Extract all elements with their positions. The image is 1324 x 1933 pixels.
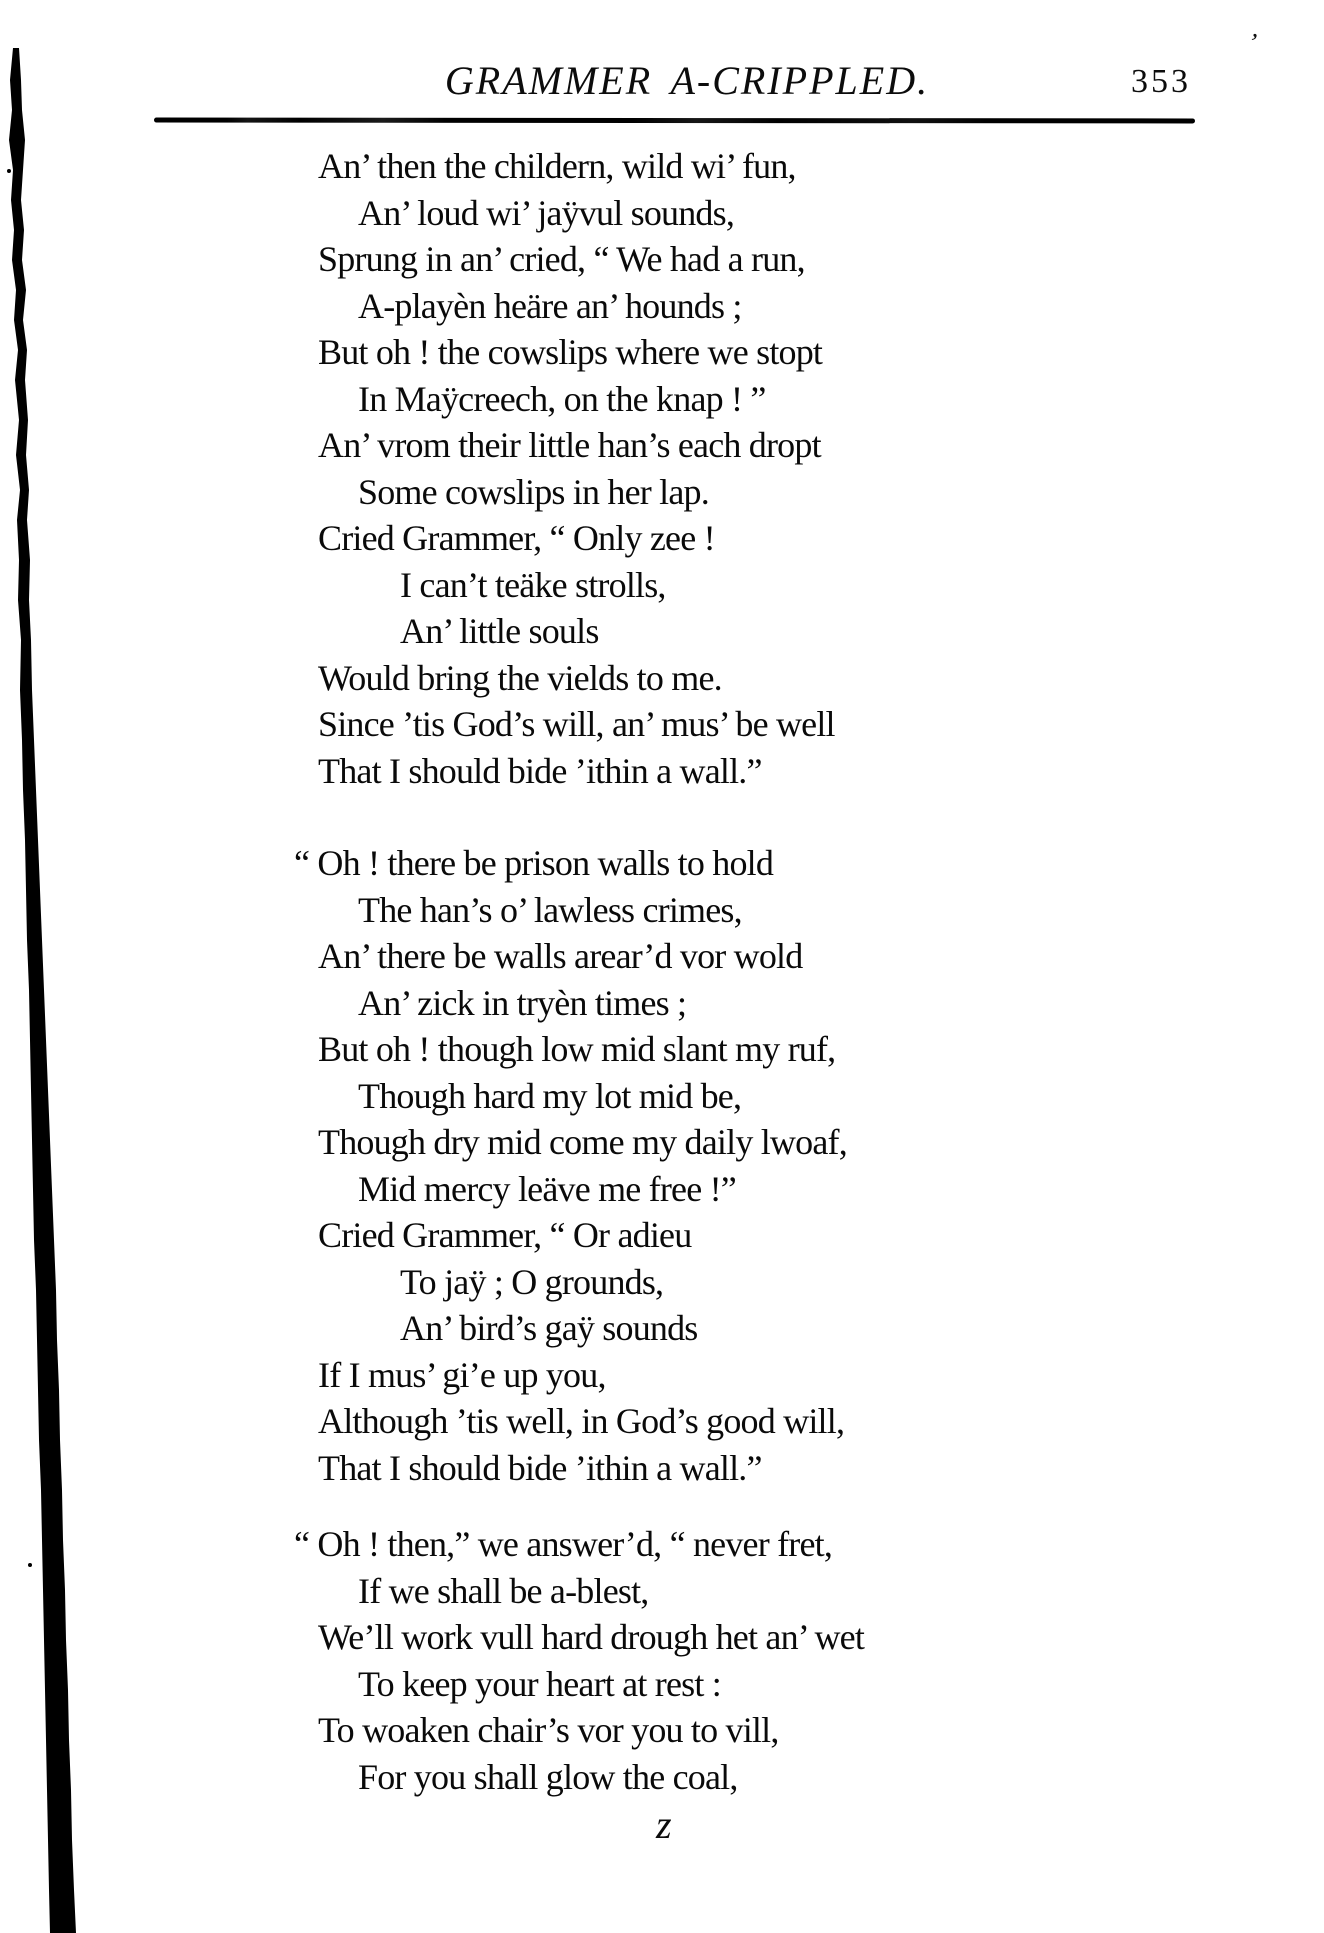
running-title: GRAMMER A-CRIPPLED.: [444, 58, 930, 103]
poem-line: If we shall be a-blest,: [358, 1570, 649, 1611]
poem-body: [294, 143, 865, 1800]
poem-line: If I mus’ gi’e up you,: [318, 1354, 606, 1395]
ink-speck: [28, 1563, 32, 1567]
poem-line: Some cowslips in her lap.: [358, 471, 709, 512]
poem-line: To woaken chair’s vor you to vill,: [318, 1710, 779, 1750]
poem-line: An’ loud wi’ jaÿvul sounds,: [358, 192, 735, 233]
stanza: [318, 143, 864, 794]
poem-line: I can’t teäke strolls,: [400, 564, 666, 605]
poem-line: Although ’tis well, in God’s good will,: [318, 1401, 845, 1441]
scan-speck-mark: ’: [1246, 27, 1261, 58]
poem-line: Since ’tis God’s will, an’ mus’ be well: [318, 704, 835, 744]
page-number: 353: [1131, 63, 1191, 100]
ink-speck: [7, 169, 11, 173]
stanza: [294, 1521, 865, 1800]
poem-line: For you shall glow the coal,: [358, 1756, 738, 1797]
poem-line: To jaÿ ; O grounds,: [400, 1261, 664, 1302]
poem-line: That I should bide ’ithin a wall.”: [318, 1447, 762, 1488]
poem-line: An’ bird’s gaÿ sounds: [400, 1308, 698, 1348]
poem-line: An’ vrom their little han’s each dropt: [318, 425, 821, 465]
printer-signature-mark: z: [656, 1802, 672, 1847]
header-rule: [154, 118, 1195, 124]
poem-line: Though hard my lot mid be,: [358, 1075, 742, 1116]
poem-line: “ Oh ! then,” we answer’d, “ never fret,: [294, 1524, 833, 1564]
stanza: [294, 840, 864, 1491]
poem-line: But oh ! the cowslips where we stopt: [318, 332, 823, 372]
poem-line: That I should bide ’ithin a wall.”: [318, 750, 762, 791]
poem-line: An’ zick in tryèn times ;: [358, 982, 687, 1023]
binding-ink-streak: [0, 0, 90, 1933]
poem-line: An’ there be walls arear’d vor wold: [318, 936, 803, 976]
poem-line: Cried Grammer, “ Only zee !: [318, 518, 715, 558]
poem-line: A-playèn heäre an’ hounds ;: [358, 285, 742, 326]
poem-line: Though dry mid come my daily lwoaf,: [318, 1122, 847, 1162]
poem-line: “ Oh ! there be prison walls to hold: [294, 843, 774, 883]
poem-line: To keep your heart at rest :: [358, 1663, 721, 1704]
poem-line: The han’s o’ lawless crimes,: [358, 889, 742, 930]
poem-line: But oh ! though low mid slant my ruf,: [318, 1029, 836, 1069]
poem-line: An’ little souls: [400, 611, 599, 651]
poem-line: Cried Grammer, “ Or adieu: [318, 1215, 692, 1255]
poem-line: Sprung in an’ cried, “ We had a run,: [318, 239, 805, 279]
poem-line: We’ll work vull hard drough het an’ wet: [318, 1617, 865, 1657]
poem-line: Would bring the vields to me.: [318, 657, 722, 698]
poem-line: Mid mercy leäve me free !”: [358, 1168, 736, 1209]
poem-line: In Maÿcreech, on the knap ! ”: [358, 378, 766, 419]
poem-line: An’ then the childern, wild wi’ fun,: [318, 146, 796, 186]
